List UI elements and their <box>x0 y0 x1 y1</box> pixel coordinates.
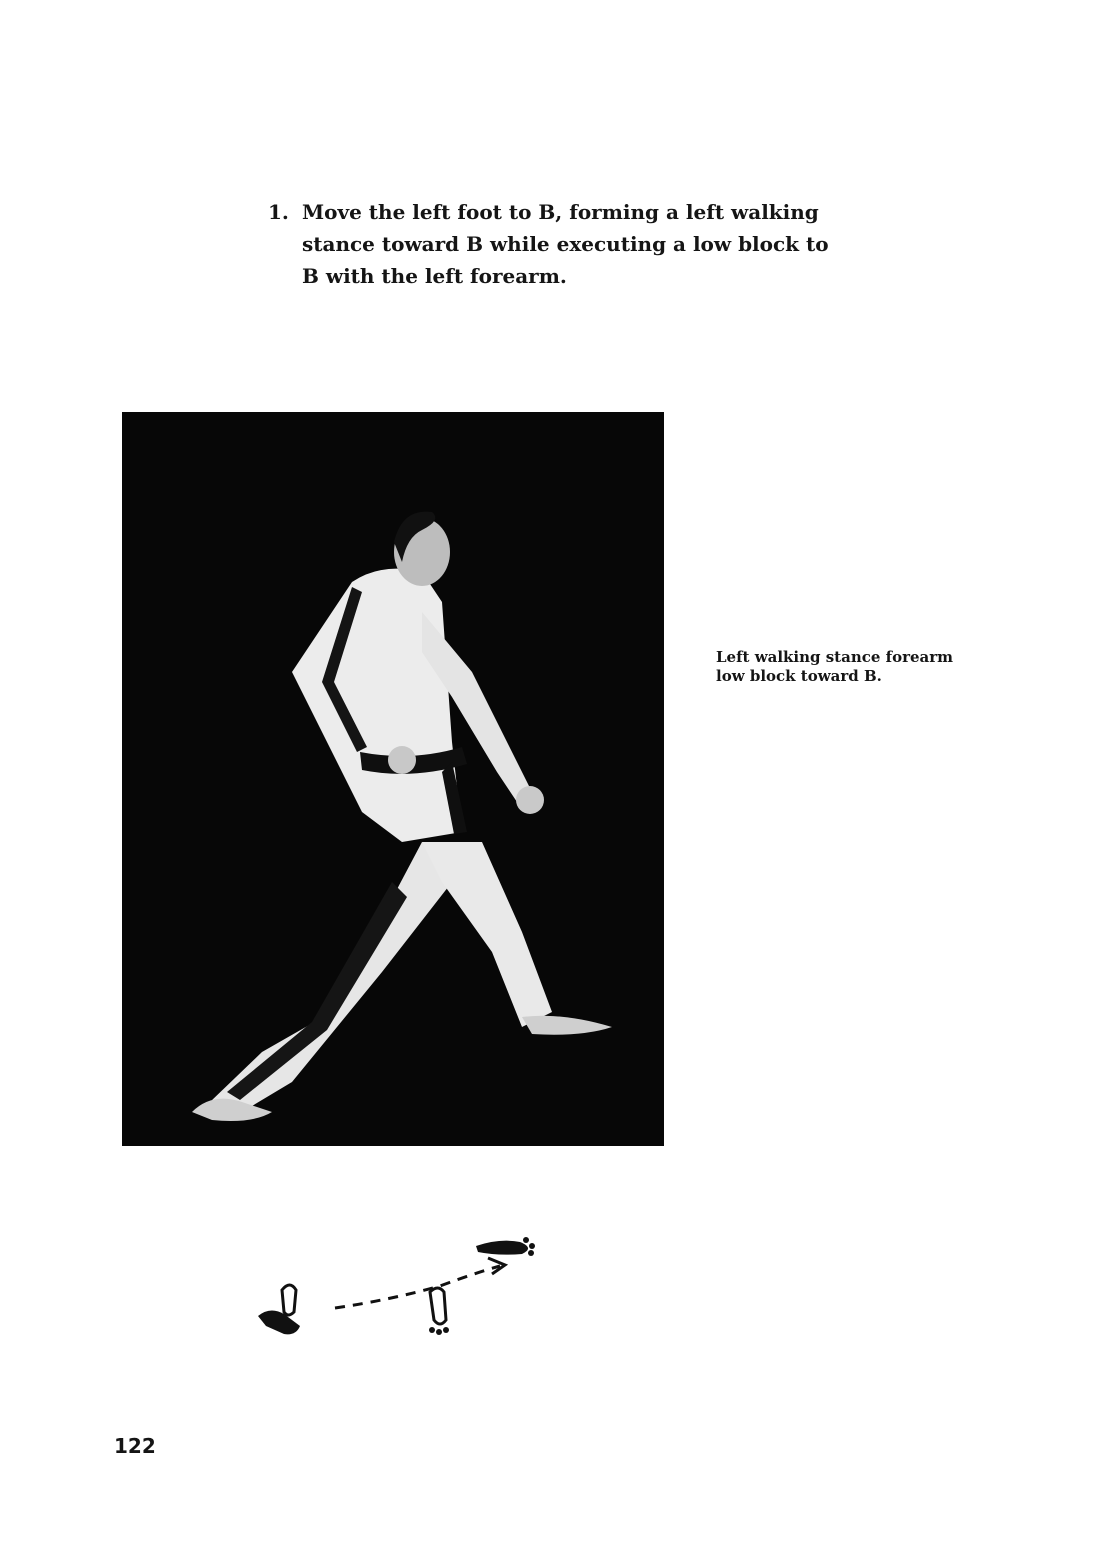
caption-line: Left walking stance forearm <box>716 648 954 666</box>
footprint-icon <box>258 1285 300 1334</box>
page-number: 122 <box>114 1434 156 1458</box>
footprint-outline-icon <box>429 1288 449 1335</box>
footprint-front-icon <box>476 1237 535 1256</box>
footprint-diagram <box>250 1228 550 1348</box>
photo-caption <box>716 648 1016 686</box>
step-line: stance toward B while executing a low block to <box>302 232 829 256</box>
step-text <box>302 196 848 292</box>
karate-figure-illustration <box>122 412 664 1146</box>
footprint-diagram-icon <box>250 1228 550 1348</box>
caption-line: low block toward B. <box>716 667 882 685</box>
instruction-step <box>268 196 848 292</box>
step-line: B with the left forearm. <box>302 264 567 288</box>
karate-stance-photo <box>122 412 664 1146</box>
step-line: Move the left foot to B, forming a left walking <box>302 200 819 224</box>
step-number: 1. <box>268 200 289 224</box>
